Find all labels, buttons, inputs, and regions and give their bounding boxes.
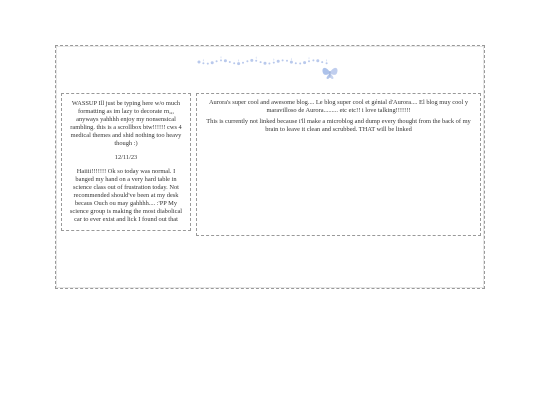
sidebar-date: 12/11/23 (114, 154, 138, 161)
sparkle-dot (277, 60, 280, 63)
sparkle-dot (303, 61, 306, 64)
blog-note: This is currently not linked because i'll make a microblog and dump every thought from the back of my brain to leave it clean and scrubbed. THAT will be linked (206, 118, 471, 133)
scrollbox-sidebar[interactable] (61, 93, 191, 231)
sparkle-star (309, 57, 310, 60)
sparkle-dot (220, 59, 222, 61)
sparkle-star (238, 59, 239, 62)
sparkle-dot (316, 59, 319, 62)
page-frame (55, 45, 485, 289)
sparkle-dot (282, 59, 284, 61)
sparkle-dot (295, 62, 297, 64)
sparkle-dot (260, 61, 262, 63)
sparkle-dot (250, 59, 253, 62)
main-content-box (196, 93, 481, 236)
sparkle-dot (290, 61, 293, 64)
sparkle-star (221, 56, 222, 59)
sparkle-star (291, 58, 292, 61)
sparkle-dot (255, 60, 257, 62)
sparkle-star (256, 56, 257, 59)
sparkle-dot (312, 59, 314, 61)
sparkle-dot (242, 62, 244, 64)
sparkle-dot (326, 62, 328, 64)
sparkle-dot (268, 63, 270, 65)
sparkle-dot (198, 61, 201, 64)
sparkle-dot (237, 62, 240, 65)
sparkle-star (273, 58, 274, 61)
sparkle-star (203, 59, 204, 62)
sparkle-dot (264, 62, 267, 65)
sparkle-dot (233, 62, 235, 64)
sparkle-dot (211, 61, 214, 64)
sidebar-intro: WASSUP Ill just be typing here w/o much formatting as im lazy to decorate rn,,, anyways yahhhh enjoy my nonsensical rambling. this is a scrollbox btw!!!!!! cws 4 medical themes and shid nothing too heavy though :) (70, 100, 182, 147)
sparkle-dot (202, 62, 204, 64)
sidebar-entry: Haiiii!!!!!!! Ok so today was normal. I banged my hand on a very hard table in science class out of frustration today. Not recommended should've been at my desk becaus Ouch ou may gahhhh.... :'PP My science group is making the most diabolical car to ever exist and lick I found out that (69, 168, 183, 223)
sparkle-dot (229, 61, 231, 63)
blog-heading: Aurora's super cool and awesome blog.... Le blog super cool et génial d'Aurora.... El blog muy cool y maravilloso de Aurora......... etc etc!! i love talking!!!!!!! (208, 99, 469, 114)
sparkle-dot (273, 62, 275, 64)
sparkle-dot (216, 60, 218, 62)
sparkle-dot (286, 60, 288, 62)
sparkle-dot (308, 60, 310, 62)
sparkle-dot (246, 60, 248, 62)
sparkle-dot (224, 59, 227, 62)
sparkle-garland-banner (196, 53, 346, 83)
butterfly-icon (322, 68, 337, 79)
sparkle-star (326, 59, 327, 62)
sparkle-dot (207, 63, 209, 65)
sparkle-dot (299, 63, 301, 65)
sparkle-dot (321, 61, 323, 63)
sparkle-garland (198, 56, 328, 65)
